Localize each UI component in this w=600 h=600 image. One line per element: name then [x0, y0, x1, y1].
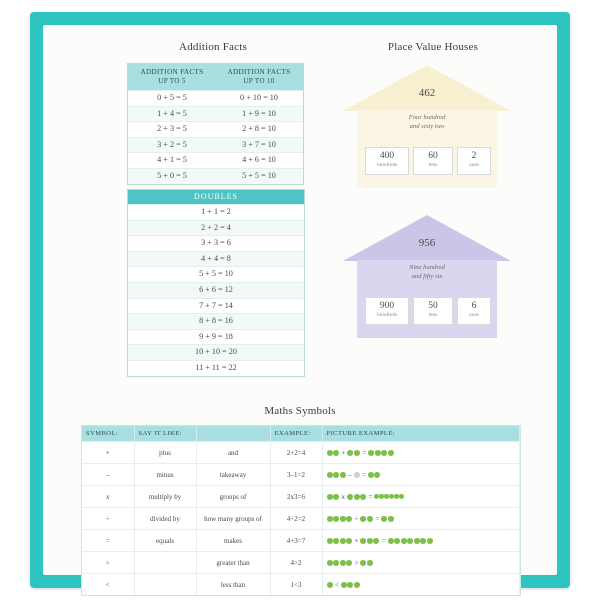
place-value-cell-ones-1 [457, 147, 491, 175]
operator-symbol: – [348, 470, 352, 479]
apple-icon [384, 494, 389, 499]
apple-icon [381, 516, 387, 522]
table-row: 6 + 6 = 12 [128, 282, 304, 298]
meaning-cell: how many groups of [196, 508, 270, 530]
apple-icon [401, 538, 407, 544]
maths-symbols-table [81, 425, 521, 596]
example-cell: 4+3=7 [270, 530, 322, 552]
meaning-cell: greater than [196, 552, 270, 574]
picture-example-cell [322, 486, 520, 508]
addition-up-to-5-header [128, 64, 216, 90]
table-row: 4 + 6 = 10 [215, 152, 303, 168]
apple-icon [388, 450, 394, 456]
symbol-cell: = [82, 530, 134, 552]
apple-icon [360, 560, 366, 566]
house-number-2: 956 [418, 237, 436, 249]
addition-facts-up-to-10-table [215, 63, 304, 185]
addition-facts-title: Addition Facts [179, 41, 247, 53]
table-row: 0 + 10 = 10 [215, 90, 303, 106]
addition-facts-up-to-5-table [127, 63, 217, 185]
meaning-cell: less than [196, 574, 270, 596]
apple-icon [388, 516, 394, 522]
table-row: 5 + 5 = 10 [215, 168, 303, 184]
apple-icon [333, 472, 339, 478]
meaning-cell: takeaway [196, 464, 270, 486]
table-row [82, 442, 520, 464]
apple-icon [373, 538, 379, 544]
poster-border [30, 12, 570, 588]
apple-icon [327, 472, 333, 478]
table-row: 7 + 7 = 14 [128, 298, 304, 314]
picture-example-cell [322, 574, 520, 596]
table-row [82, 508, 520, 530]
place-value-amount: 2 [471, 151, 477, 161]
apple-icon [327, 516, 333, 522]
apple-icon [354, 494, 360, 500]
place-value-amount: 50 [428, 301, 438, 311]
table-row [82, 464, 520, 486]
house-words-2 [343, 264, 511, 282]
house-number-1: 462 [418, 87, 436, 99]
operator-symbol: > [354, 558, 359, 567]
column-header-symbol: SYMBOL: [82, 426, 134, 442]
table-row: 0 + 5 = 5 [128, 90, 216, 106]
say-cell: minus [134, 464, 196, 486]
apple-icon [354, 450, 360, 456]
house-words-line2: and sixty two [409, 122, 445, 130]
maths-symbols-title: Maths Symbols [264, 405, 336, 417]
place-value-cell-hundreds-1 [365, 147, 409, 175]
meaning-cell: groups of [196, 486, 270, 508]
operator-symbol: + [341, 448, 346, 457]
table-row: 11 + 11 = 22 [128, 360, 304, 376]
poster-sheet [43, 25, 557, 589]
apple-icon [347, 582, 353, 588]
table-row: 3 + 2 = 5 [128, 137, 216, 153]
table-row: 9 + 9 = 18 [128, 329, 304, 345]
apple-icon [374, 494, 379, 499]
place-value-label: ones [469, 312, 479, 318]
column-header-picture: PICTURE EXAMPLE: [322, 426, 520, 442]
place-value-house-2 [343, 215, 511, 343]
apple-icon [427, 538, 433, 544]
column-header-blank [196, 426, 270, 442]
apple-icon [340, 472, 346, 478]
apple-icon [367, 560, 373, 566]
picture-example-cell [322, 552, 520, 574]
table-row: 1 + 1 = 2 [128, 204, 304, 220]
picture-example-cell [322, 508, 520, 530]
apple-icon [327, 582, 333, 588]
example-cell: 2+2=4 [270, 442, 322, 464]
doubles-header: DOUBLES [128, 190, 304, 204]
apple-icon [381, 450, 387, 456]
operator-symbol: = [362, 448, 367, 457]
operator-symbol: ÷ [354, 514, 359, 523]
addition-up-to-5-header-line1: ADDITION FACTS [140, 68, 204, 76]
place-value-cell-tens-1 [413, 147, 453, 175]
apple-icon [407, 538, 413, 544]
apple-icon [360, 516, 366, 522]
say-cell [134, 552, 196, 574]
place-value-label: ones [469, 162, 479, 168]
operator-symbol: x [341, 492, 345, 501]
place-value-label: tens [428, 162, 438, 168]
apple-icon [340, 538, 346, 544]
apple-icon [327, 538, 333, 544]
example-cell: 4>2 [270, 552, 322, 574]
symbol-cell: x [82, 486, 134, 508]
apple-icon [388, 538, 394, 544]
table-row [82, 530, 520, 552]
apple-icon [346, 538, 352, 544]
place-value-label: hundreds [377, 312, 397, 318]
symbol-cell: < [82, 574, 134, 596]
example-cell: 2x3=6 [270, 486, 322, 508]
apple-icon [341, 582, 347, 588]
addition-up-to-10-header-line1: ADDITION FACTS [227, 68, 291, 76]
picture-example-cell [322, 464, 520, 486]
apple-icon [420, 538, 426, 544]
table-row: 5 + 0 = 5 [128, 168, 216, 184]
say-cell: plus [134, 442, 196, 464]
apple-icon [399, 494, 404, 499]
place-value-cell-hundreds-2 [365, 297, 409, 325]
house-words-1 [343, 114, 511, 132]
apple-icon [389, 494, 394, 499]
table-row [82, 574, 520, 596]
say-cell: equals [134, 530, 196, 552]
apple-icon [333, 538, 339, 544]
table-row [82, 486, 520, 508]
example-cell: 3–1=2 [270, 464, 322, 486]
table-row: 1 + 9 = 10 [215, 106, 303, 122]
example-cell: 4÷2=2 [270, 508, 322, 530]
column-header-say: SAY IT LIKE: [134, 426, 196, 442]
table-row: 2 + 8 = 10 [215, 121, 303, 137]
apple-icon [375, 450, 381, 456]
house-words-line2: and fifty six [411, 272, 443, 280]
house-words-line1: Nine hundred [409, 264, 445, 271]
place-value-amount: 60 [428, 151, 438, 161]
say-cell: multiply by [134, 486, 196, 508]
addition-up-to-10-header [215, 64, 303, 90]
apple-icon [367, 538, 373, 544]
apple-icon [327, 450, 333, 456]
table-header-row [82, 426, 520, 442]
meaning-cell: makes [196, 530, 270, 552]
column-header-example: EXAMPLE: [270, 426, 322, 442]
table-row: 3 + 7 = 10 [215, 137, 303, 153]
apple-icon [347, 450, 353, 456]
table-row: 4 + 1 = 5 [128, 152, 216, 168]
operator-symbol: + [354, 536, 359, 545]
apple-icon [360, 538, 366, 544]
table-row: 5 + 5 = 10 [128, 266, 304, 282]
symbol-cell: + [82, 442, 134, 464]
place-value-label: tens [428, 312, 438, 318]
table-row: 8 + 8 = 16 [128, 313, 304, 329]
place-value-cell-tens-2 [413, 297, 453, 325]
apple-icon [340, 516, 346, 522]
apple-icon [333, 516, 339, 522]
apple-icon [333, 450, 339, 456]
table-row: 2 + 3 = 5 [128, 121, 216, 137]
apple-icon [368, 472, 374, 478]
addition-up-to-5-header-line2: UP TO 5 [158, 77, 186, 85]
operator-symbol: = [381, 536, 386, 545]
place-value-amount: 6 [471, 301, 477, 311]
place-value-house-1 [343, 65, 511, 193]
operator-symbol: < [335, 580, 339, 589]
apple-icon [394, 538, 400, 544]
picture-example-cell [322, 442, 520, 464]
apple-icon [340, 560, 346, 566]
apple-icon [379, 494, 384, 499]
addition-up-to-10-header-line2: UP TO 10 [243, 77, 275, 85]
picture-example-cell [322, 530, 520, 552]
table-row [82, 552, 520, 574]
example-cell: 1<3 [270, 574, 322, 596]
apple-icon [333, 494, 339, 500]
apple-icon [333, 560, 339, 566]
house-words-line1: Four hundred [408, 114, 446, 121]
apple-icon [367, 516, 373, 522]
table-row: 1 + 4 = 5 [128, 106, 216, 122]
table-row: 2 + 2 = 4 [128, 220, 304, 236]
apple-icon [360, 494, 366, 500]
table-row: 4 + 4 = 8 [128, 251, 304, 267]
place-value-label: hundreds [377, 162, 397, 168]
apple-icon [394, 494, 399, 499]
apple-icon [368, 450, 374, 456]
apple-icon [374, 472, 380, 478]
place-value-amount: 400 [379, 151, 395, 161]
place-value-amount: 900 [379, 301, 395, 311]
operator-symbol: = [368, 492, 373, 501]
apple-icon [414, 538, 420, 544]
place-value-houses-title: Place Value Houses [387, 41, 479, 53]
say-cell: divided by [134, 508, 196, 530]
apple-icon [347, 494, 353, 500]
apple-icon [346, 560, 352, 566]
symbol-cell: ÷ [82, 508, 134, 530]
say-cell [134, 574, 196, 596]
apple-icon [327, 494, 333, 500]
table-row: 3 + 3 = 6 [128, 235, 304, 251]
removed-apple-icon [354, 472, 360, 478]
doubles-table [127, 189, 305, 377]
apple-icon [327, 560, 333, 566]
table-row: 10 + 10 = 20 [128, 344, 304, 360]
apple-icon [354, 582, 360, 588]
meaning-cell: and [196, 442, 270, 464]
operator-symbol: = [362, 470, 366, 479]
operator-symbol: = [375, 514, 380, 523]
apple-icon [346, 516, 352, 522]
place-value-cell-ones-2 [457, 297, 491, 325]
symbol-cell: > [82, 552, 134, 574]
symbol-cell: – [82, 464, 134, 486]
